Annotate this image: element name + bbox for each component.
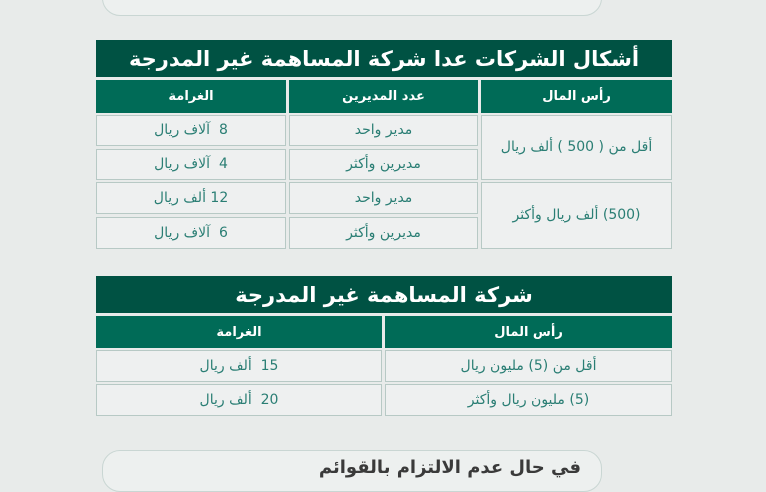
table2-header-fine: الغرامة (96, 316, 382, 348)
table1-header-capital: رأس المال (481, 80, 672, 113)
table2-header-capital: رأس المال (385, 316, 672, 348)
table1-directors-cell: مدير واحد (289, 115, 478, 146)
table1-fine-cell: 6 آلاف ريال (96, 217, 286, 249)
table2-fine-cell: 15 ألف ريال (96, 350, 382, 382)
table1-fine-cell: 4 آلاف ريال (96, 149, 286, 180)
table1-header-fine: الغرامة (96, 80, 286, 113)
table1-capital-cell: أقل من ( 500 ) ألف ريال (481, 115, 672, 180)
bottom-pill-text: في حال عدم الالتزام بالقوائم (318, 457, 581, 478)
table1-directors-cell: مدير واحد (289, 182, 478, 214)
table1-fine-cell: 8 آلاف ريال (96, 115, 286, 146)
bottom-info-pill (102, 450, 602, 492)
table1-directors-cell: مديرين وأكثر (289, 217, 478, 249)
table1-fine-cell: 12 ألف ريال (96, 182, 286, 214)
table2-capital-cell: (5) مليون ريال وأكثر (385, 384, 672, 416)
table1-title: أشكال الشركات عدا شركة المساهمة غير المدرجة (96, 40, 672, 77)
table2-capital-cell: أقل من (5) مليون ريال (385, 350, 672, 382)
table1-header-directors: عدد المديرين (289, 80, 478, 113)
table2-title: شركة المساهمة غير المدرجة (96, 276, 672, 313)
table1-capital-cell: (500) ألف ريال وأكثر (481, 182, 672, 249)
table1-directors-cell: مديرين وأكثر (289, 149, 478, 180)
table2-fine-cell: 20 ألف ريال (96, 384, 382, 416)
top-info-pill (102, 0, 602, 16)
